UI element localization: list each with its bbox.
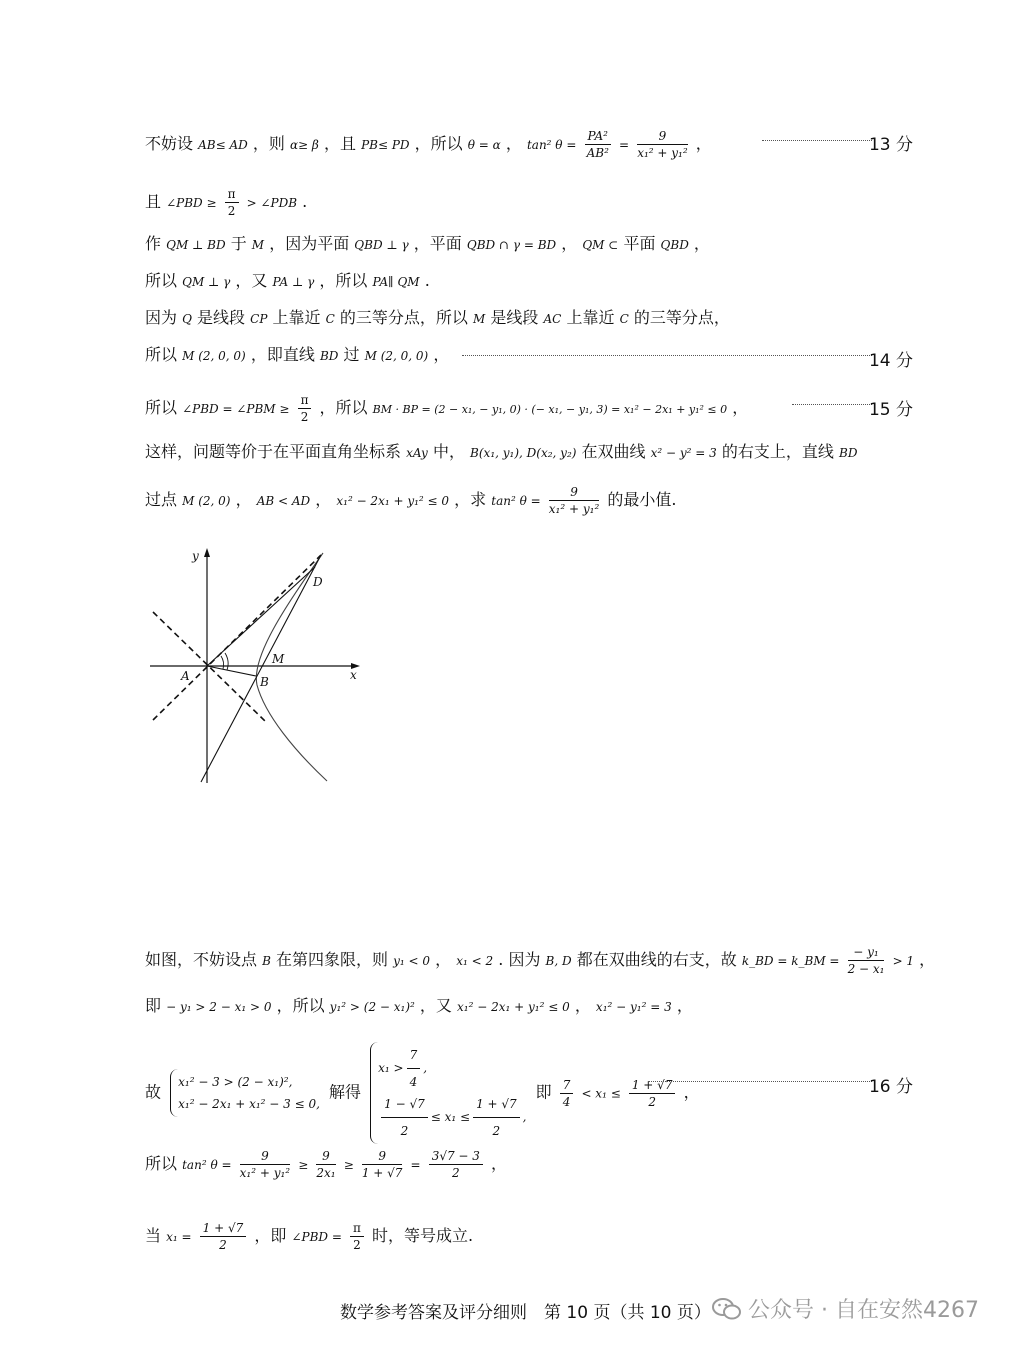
score-16: 16 分 <box>868 1077 913 1097</box>
angle-arc <box>221 656 224 669</box>
math: = <box>619 138 630 152</box>
text: ，所以 <box>319 271 368 290</box>
text: 所以 <box>145 271 178 290</box>
text: ，因为平面 <box>269 234 350 253</box>
math: α≥ β <box>289 138 319 152</box>
math: y₁ < 0 <box>393 954 431 968</box>
text: 平面 <box>623 234 656 253</box>
math: B <box>262 954 271 968</box>
math: k_BD = k_BM = <box>741 954 840 968</box>
fraction: $\frac{9}{\text{x₁² + y₁²}}$ <box>548 485 600 516</box>
y-axis-arrow <box>204 548 210 557</box>
inequality-system-1: x₁² − 3 > (2 − x₁)², x₁² − 2x₁ + x₁² − 3 ≤ 0, <box>170 1069 320 1117</box>
text: ， <box>683 1082 700 1102</box>
text: . 因为 <box>498 950 541 969</box>
math: CP <box>250 312 268 326</box>
math: < x₁ ≤ <box>581 1086 621 1101</box>
label-m: M <box>272 652 285 666</box>
math: tan² θ = <box>526 138 577 152</box>
text: 作 <box>145 234 162 253</box>
math: ≥ <box>343 1158 354 1172</box>
text: 如图，不妨设点 <box>145 950 258 969</box>
text: ，又 <box>235 271 268 290</box>
label-x: x <box>350 668 357 682</box>
text: ， <box>315 490 332 509</box>
math: > ∠PDB <box>246 196 298 210</box>
math: θ = α <box>467 138 501 152</box>
hyperbola-figure <box>145 545 375 790</box>
line-12 <box>145 1042 700 1144</box>
math: ∠PBD = <box>291 1230 342 1244</box>
math: BM · BP = (2 − x₁, − y₁, 0) · (− x₁, − y₁, 3) = x₁² − 2x₁ + y₁² ≤ 0 <box>372 403 728 416</box>
text: 是线段 <box>490 308 539 327</box>
text: 的三等分点，所以 <box>339 308 468 327</box>
text: 即 <box>535 1082 552 1102</box>
line-9 <box>145 486 676 515</box>
fraction: $\frac{9}{\text{x₁² + y₁²}}$ <box>239 1149 291 1180</box>
text: ， <box>433 345 450 364</box>
math: M (2, 0, 0) <box>364 349 429 363</box>
text: 解得 <box>329 1082 362 1102</box>
math: x₁ = <box>166 1230 192 1244</box>
label-y: y <box>192 549 199 563</box>
math: x₁² − 2x₁ + y₁² ≤ 0 <box>457 1000 570 1014</box>
text: ，所以 <box>414 134 463 153</box>
line-5 <box>145 310 730 326</box>
text: 即 <box>145 996 162 1015</box>
line-8 <box>145 444 857 460</box>
dotted-leader <box>792 404 872 405</box>
math: M <box>473 312 486 326</box>
line-7 <box>145 394 748 423</box>
math: xAy <box>406 446 428 460</box>
math: > 1 <box>892 954 915 968</box>
text: ，即直线 <box>250 345 315 364</box>
text: 这样，问题等价于在平面直角坐标系 <box>145 442 402 461</box>
text: 在双曲线 <box>581 442 646 461</box>
math: − y₁ > 2 − x₁ > 0 <box>166 1000 272 1014</box>
score-14: 14 分 <box>868 351 913 371</box>
fraction: $\frac{\pi}{2}$ <box>298 394 312 423</box>
text: ，即 <box>254 1226 287 1245</box>
label-a: A <box>181 669 190 683</box>
math: AB < AD <box>256 494 311 508</box>
text: ，平面 <box>413 234 462 253</box>
fraction: $\frac{\text{− y₁}}{\text{2 − x₁}}$ <box>847 945 885 976</box>
math: AB≤ AD <box>198 138 248 152</box>
text: 的右支上，直线 <box>721 442 834 461</box>
label-d: D <box>313 575 323 589</box>
text: ， <box>491 1154 508 1173</box>
text: ，则 <box>252 134 285 153</box>
math: ≥ <box>298 1158 309 1172</box>
dotted-leader <box>648 1081 872 1082</box>
page-footer: 数学参考答案及评分细则 第 10 页（共 10 页） <box>340 1303 711 1323</box>
fraction: $\frac{9}{\text{x₁² + y₁²}}$ <box>637 129 688 160</box>
text: ， <box>235 490 252 509</box>
text: 因为 <box>145 308 178 327</box>
text: ， <box>919 950 936 969</box>
line-10 <box>145 946 935 975</box>
math: ∠PBD = ∠PBM ≥ <box>182 402 290 416</box>
text: 故 <box>145 1082 162 1102</box>
math: AC <box>543 312 562 326</box>
fraction: $\frac{\pi}{2}$ <box>225 188 239 217</box>
label-b: B <box>260 675 269 689</box>
text: ， <box>695 134 712 153</box>
dotted-leader <box>462 355 872 356</box>
text: 在第四象限，则 <box>276 950 389 969</box>
math: C <box>619 312 629 326</box>
math: x₁ < 2 <box>456 954 494 968</box>
math: = <box>410 1158 421 1172</box>
text: 过 <box>343 345 360 364</box>
math: C <box>325 312 335 326</box>
math: BD <box>319 349 339 363</box>
text: . <box>424 271 430 290</box>
math: PA∥ QM <box>372 275 420 289</box>
fraction: $\frac{3√7 - 3}{2}$ <box>429 1150 483 1179</box>
text: 不妨设 <box>145 134 194 153</box>
math: y₁² > (2 − x₁)² <box>329 1000 415 1014</box>
math: QBD <box>660 238 689 252</box>
fraction: $\frac{\text{PA²}}{\text{AB²}}$ <box>585 130 611 159</box>
text: 当 <box>145 1226 162 1245</box>
text: 上靠近 <box>566 308 615 327</box>
math: M (2, 0, 0) <box>182 349 246 363</box>
math: ∠PBD ≥ <box>166 196 217 210</box>
math: B(x₁, y₁), D(x₂, y₂) <box>470 446 577 460</box>
inequality-system-2: x₁ > $\frac{7}{4}$ , $\frac{1 - √7}{2}$ ≤ x₁ ≤ $\frac{1 + √7}{2}$ , <box>370 1042 526 1144</box>
text: 中， <box>432 442 465 461</box>
text: ，又 <box>419 996 452 1015</box>
line-4 <box>145 273 430 289</box>
fraction: $\frac{\pi}{2}$ <box>350 1222 364 1251</box>
math: M <box>251 238 265 252</box>
fraction: $\frac{9}{1 + √7}$ <box>361 1149 403 1180</box>
angle-arc <box>225 653 228 670</box>
fraction: $\frac{1 + √7}{2}$ <box>629 1079 676 1108</box>
score-15: 15 分 <box>868 400 913 420</box>
line-6 <box>145 347 449 363</box>
text: 过点 <box>145 490 178 509</box>
line-14 <box>145 1222 473 1251</box>
text: 上靠近 <box>272 308 321 327</box>
segment-ad <box>207 567 315 666</box>
score-13: 13 分 <box>868 135 913 155</box>
text: ， <box>435 950 452 969</box>
line-13 <box>145 1150 507 1179</box>
line-1 <box>145 130 712 159</box>
line-11 <box>145 998 693 1014</box>
math: tan² θ = <box>182 1158 232 1172</box>
math: x₁² − y₁² = 3 <box>595 1000 672 1014</box>
text: 都在双曲线的右支，故 <box>576 950 737 969</box>
fraction: $\frac{7}{4}$ <box>560 1079 574 1108</box>
math: QBD ⊥ γ <box>354 238 409 252</box>
math: x₁² − 2x₁ + y₁² ≤ 0 <box>336 494 450 508</box>
math: Q <box>182 312 192 326</box>
dotted-leader <box>762 140 872 141</box>
watermark-text: 公众号 · 自在安然4267 <box>748 1298 979 1323</box>
text: ， <box>574 996 591 1015</box>
text: 且 <box>145 192 162 211</box>
math: BD <box>839 446 858 460</box>
text: 时，等号成立. <box>371 1226 474 1245</box>
text: ， <box>561 234 578 253</box>
text: 是线段 <box>197 308 246 327</box>
fraction: $\frac{9}{\text{2x₁}}$ <box>316 1149 336 1180</box>
text: . <box>302 192 308 211</box>
fraction: $\frac{1 + √7}{2}$ <box>200 1222 247 1251</box>
text: 所以 <box>145 398 178 417</box>
text: ， <box>693 234 710 253</box>
text: 于 <box>230 234 247 253</box>
text: 所以 <box>145 345 178 364</box>
line-3 <box>145 236 710 252</box>
math: B, D <box>545 954 572 968</box>
math: QBD ∩ γ = BD <box>466 238 557 252</box>
text: 所以 <box>145 1154 178 1173</box>
watermark <box>712 1293 979 1324</box>
text: ， <box>732 398 749 417</box>
text: 的三等分点， <box>633 308 730 327</box>
line-2 <box>145 188 307 217</box>
math: M (2, 0) <box>182 494 231 508</box>
math: x² − y² = 3 <box>650 446 717 460</box>
text: ，且 <box>323 134 356 153</box>
math: QM ⊂ <box>582 238 619 252</box>
text: ，所以 <box>276 996 325 1015</box>
text: ， <box>505 134 522 153</box>
text: ，求 <box>454 490 487 509</box>
math: PA ⊥ γ <box>272 275 315 289</box>
math: tan² θ = <box>491 494 541 508</box>
text: ， <box>676 996 693 1015</box>
math: PB≤ PD <box>361 138 410 152</box>
text: 的最小值. <box>607 490 677 509</box>
math: QM ⊥ γ <box>182 275 231 289</box>
math: QM ⊥ BD <box>166 238 226 252</box>
text: ，所以 <box>319 398 368 417</box>
wechat-icon <box>712 1297 742 1321</box>
